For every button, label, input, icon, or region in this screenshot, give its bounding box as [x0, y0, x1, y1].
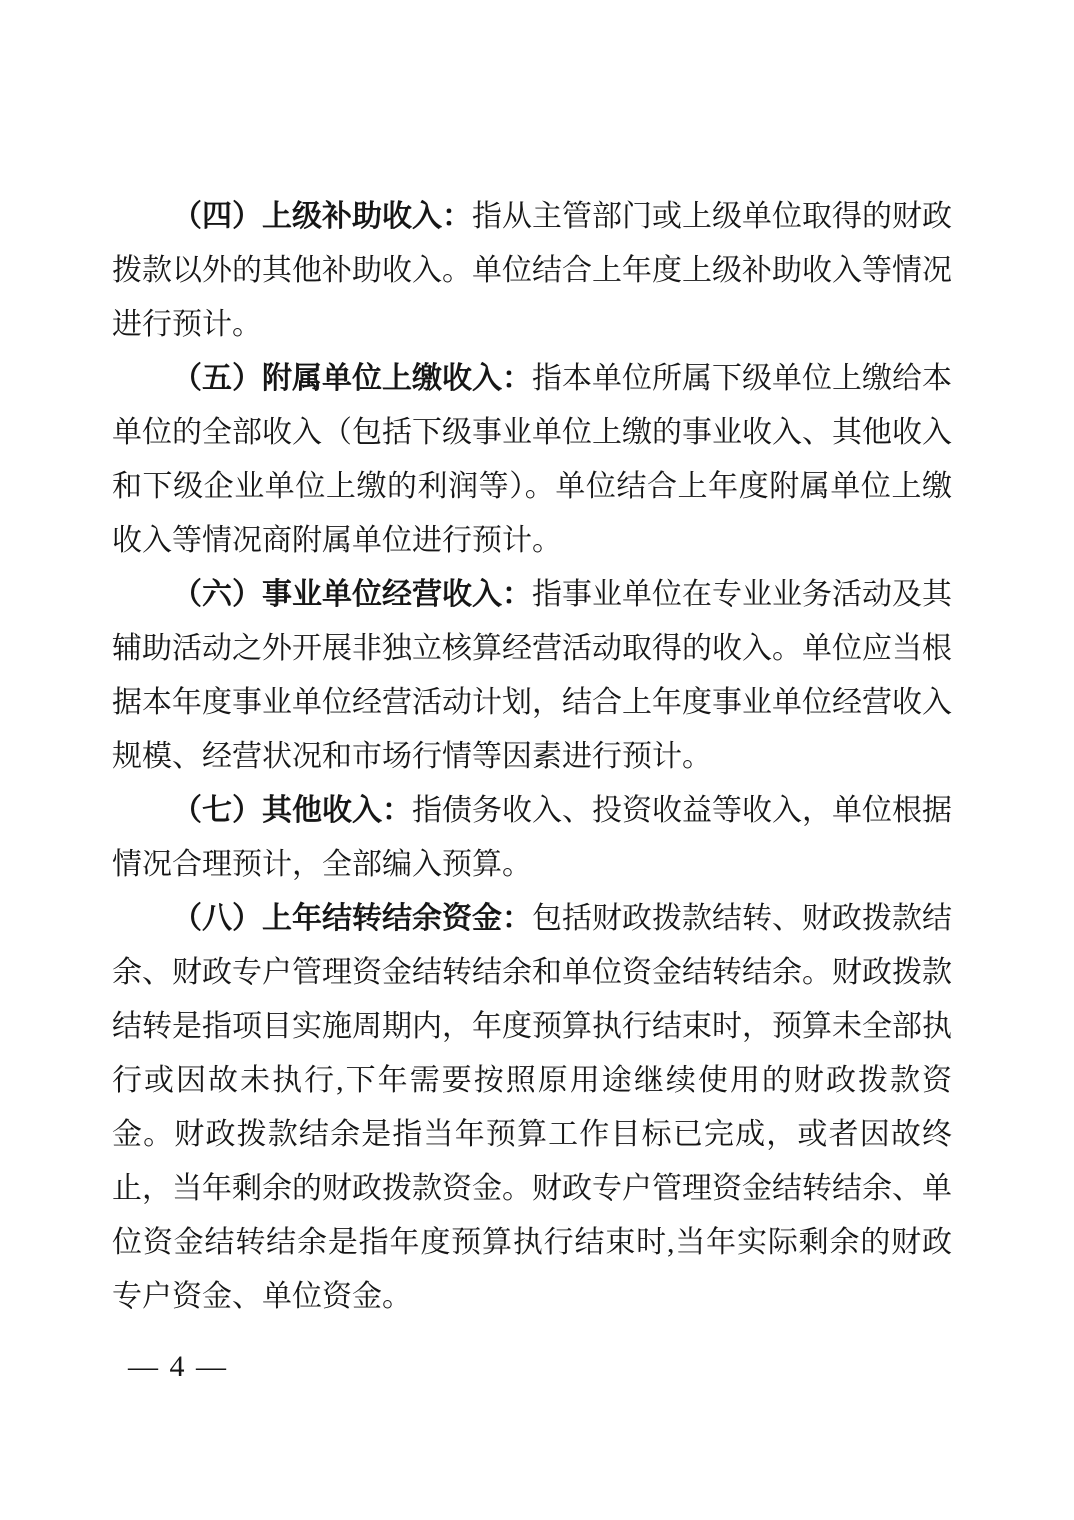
paragraph-4-superior-subsidy-income [112, 190, 952, 352]
paragraph-text: 包括财政拨款结转、财政拨款结余、财政专户管理资金结转结余和单位资金结转结余。财政拨款结转是指项目实施周期内，年度预算执行结束时，预算未全部执行或因故未执行,下年需要按照原用途继续使用的财政拨款资金。财政拨款结余是指当年预算工作目标已完成，或者因故终止，当年剩余的财政拨款资金。财政专户管理资金结转结余、单位资金结转结余是指年度预算执行结束时,当年实际剩余的财政专户资金、单位资金。 [112, 902, 952, 1313]
paragraph-text: 指事业单位在专业业务活动及其辅助活动之外开展非独立核算经营活动取得的收入。单位应当根据本年度事业单位经营活动计划，结合上年度事业单位经营收入规模、经营状况和市场行情等因素进行预计。 [112, 578, 952, 773]
paragraph-text: 指债务收入、投资收益等收入，单位根据情况合理预计，全部编入预算。 [112, 794, 952, 881]
paragraph-8-carryover-funds [112, 892, 952, 1324]
document-body [112, 190, 952, 1324]
paragraph-label: （六）事业单位经营收入： [172, 578, 532, 611]
paragraph-label: （五）附属单位上缴收入： [172, 362, 532, 395]
paragraph-label: （七）其他收入： [172, 794, 412, 827]
paragraph-7-other-income [112, 784, 952, 892]
paragraph-5-affiliated-unit-income [112, 352, 952, 568]
paragraph-label: （四）上级补助收入： [172, 200, 472, 233]
paragraph-6-business-operating-income [112, 568, 952, 784]
paragraph-label: （八）上年结转结余资金： [172, 902, 532, 935]
paragraph-text: 指从主管部门或上级单位取得的财政拨款以外的其他补助收入。单位结合上年度上级补助收入等情况进行预计。 [112, 200, 952, 341]
paragraph-text: 指本单位所属下级单位上缴给本单位的全部收入（包括下级事业单位上缴的事业收入、其他收入和下级企业单位上缴的利润等）。单位结合上年度附属单位上缴收入等情况商附属单位进行预计。 [112, 362, 952, 557]
page-number: — 4 — [128, 1350, 228, 1383]
